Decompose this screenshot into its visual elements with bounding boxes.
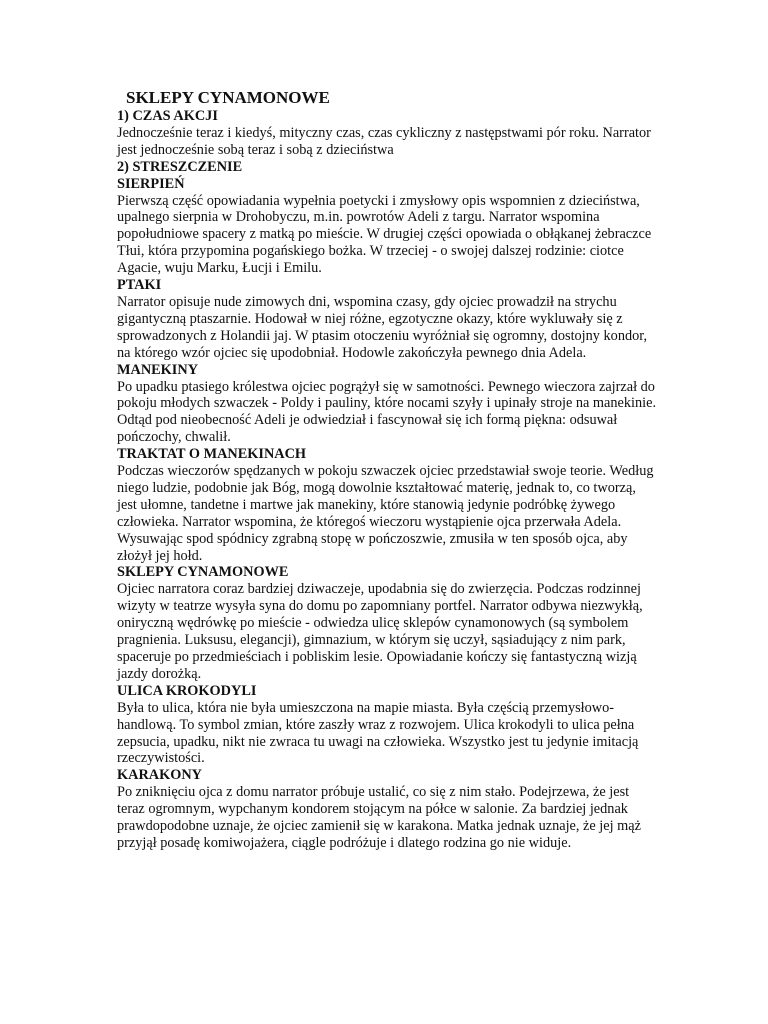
section-paragraph: Po zniknięciu ojca z domu narrator próbuje ustalić, co się z nim stało. Podejrzewa, że jest teraz ogromnym, wypchanym kondorem stojącym na półce w salonie. Za bardziej jednak prawdopodobne uznaje, że ojciec zamienił się w karakona. Matka jednak uznaje, że jej mąż przyjął posadę komiwojażera, ciągle podróżuje i dlatego rodzina go nie widuje. (117, 784, 641, 851)
section-sierpien (117, 176, 657, 277)
section-paragraph: Ojciec narratora coraz bardziej dziwaczeje, upodabnia się do zwierzęcia. Podczas rodzinnej wizyty w teatrze wysyła syna do domu po zapomniany portfel. Narrator odbywa niezwykłą, oniryczną wędrówkę po mieście - odwiedza ulicę sklepów cynamonowych (są symbolem pragnienia. Luksusu, elegancji), gimnazium, w którym się uczył, sąsiadujący z nim park, spaceruje po przedmieściach i pobliskim lesie. Opowiadanie kończy się fantastyczną wizją jazdy dorożką. (117, 581, 643, 682)
section-heading: PTAKI (117, 277, 162, 294)
section-czas-akcji (117, 108, 657, 159)
section-heading: SKLEPY CYNAMONOWE (117, 564, 289, 581)
section-ulica-krokodyli (117, 683, 657, 768)
section-paragraph: Była to ulica, która nie była umieszczona na mapie miasta. Była częścią przemysłowo-handlową. To symbol zmian, które zaszły wraz z rozwojem. Ulica krokodyli to ulica pełna zepsucia, upadku, nikt nie zwraca tu uwagi na człowieka. Wszystko jest tu jedynie imitacją rzeczywistości. (117, 699, 639, 767)
section-heading: 2) STRESZCZENIE (117, 158, 243, 175)
section-manekiny (117, 362, 657, 447)
section-paragraph: Jednocześnie teraz i kiedyś, mityczny czas, czas cykliczny z następstwami pór roku. Narrator jest jednocześnie sobą teraz i sobą z dzieciństwa (117, 124, 651, 158)
section-sklepy-cynamonowe (117, 564, 657, 682)
section-paragraph: Narrator opisuje nude zimowych dni, wspomina czasy, gdy ojciec prowadził na strychu gigantyczną ptaszarnie. Hodował w niej różne, egzotyczne okazy, które wykluwały się z sprowadzonych z Holandii jaj. W ptasim otoczeniu wyróżniał się ogromny, dostojny kondor, na którego wzór ojciec się upodobniał. Hodowle zakończyła pewnego dnia Adela. (117, 293, 648, 361)
section-heading: SIERPIEŃ (117, 175, 185, 192)
section-heading: ULICA KROKODYLI (117, 682, 257, 699)
section-traktat-o-manekinach (117, 446, 657, 564)
section-heading: KARAKONY (117, 767, 202, 784)
section-paragraph: Pierwszą część opowiadania wypełnia poetycki i zmysłowy opis wspomnien z dzieciństwa, upalnego sierpnia w Drohobyczu, m.in. powrotów Adeli z targu. Narrator wspomina popołudniowe spacery z matką po mieście. W drugiej części opowiada o obłąkanej żebraczce Tłui, która przypomina pogańskiego bożka. W trzeciej - o swojej dalszej rodzinie: ciotce Agacie, wuju Marku, Łucji i Emilu. (117, 192, 652, 277)
section-heading: 1) CZAS AKCJI (117, 108, 218, 124)
section-streszczenie (117, 159, 657, 176)
document-page (117, 88, 657, 852)
section-heading: TRAKTAT O MANEKINACH (117, 446, 307, 463)
section-heading: MANEKINY (117, 361, 199, 378)
section-ptaki (117, 277, 657, 362)
section-paragraph: Podczas wieczorów spędzanych w pokoju szwaczek ojciec przedstawiał swoje teorie. Według niego ludzie, podobnie jak Bóg, mogą dowolnie kształtować materię, jednak to, co tworzą, jest ułomne, tandetne i martwe jak manekiny, które stanowią jedynie podróbkę żywego człowieka. Narrator wspomina, że któregoś wieczoru wystąpienie ojca przerwała Adela. Wysuwając spod spódnicy zgrabną stopę w pończoszwie, zmusiła w ten sposób ojca, aby złożył jej hołd. (117, 463, 654, 564)
document-title: SKLEPY CYNAMONOWE (126, 88, 330, 107)
section-paragraph: Po upadku ptasiego królestwa ojciec pogrążył się w samotności. Pewnego wieczora zajrzał do pokoju młodych szwaczek - Poldy i pauliny, które nocami szyły i upinały stroje na manekinie. Odtąd pod nieobecność Adeli je odwiedział i fascynował się ich formą piękna: odsuwał pończochy, chwalił. (117, 378, 657, 446)
section-karakony (117, 767, 657, 852)
